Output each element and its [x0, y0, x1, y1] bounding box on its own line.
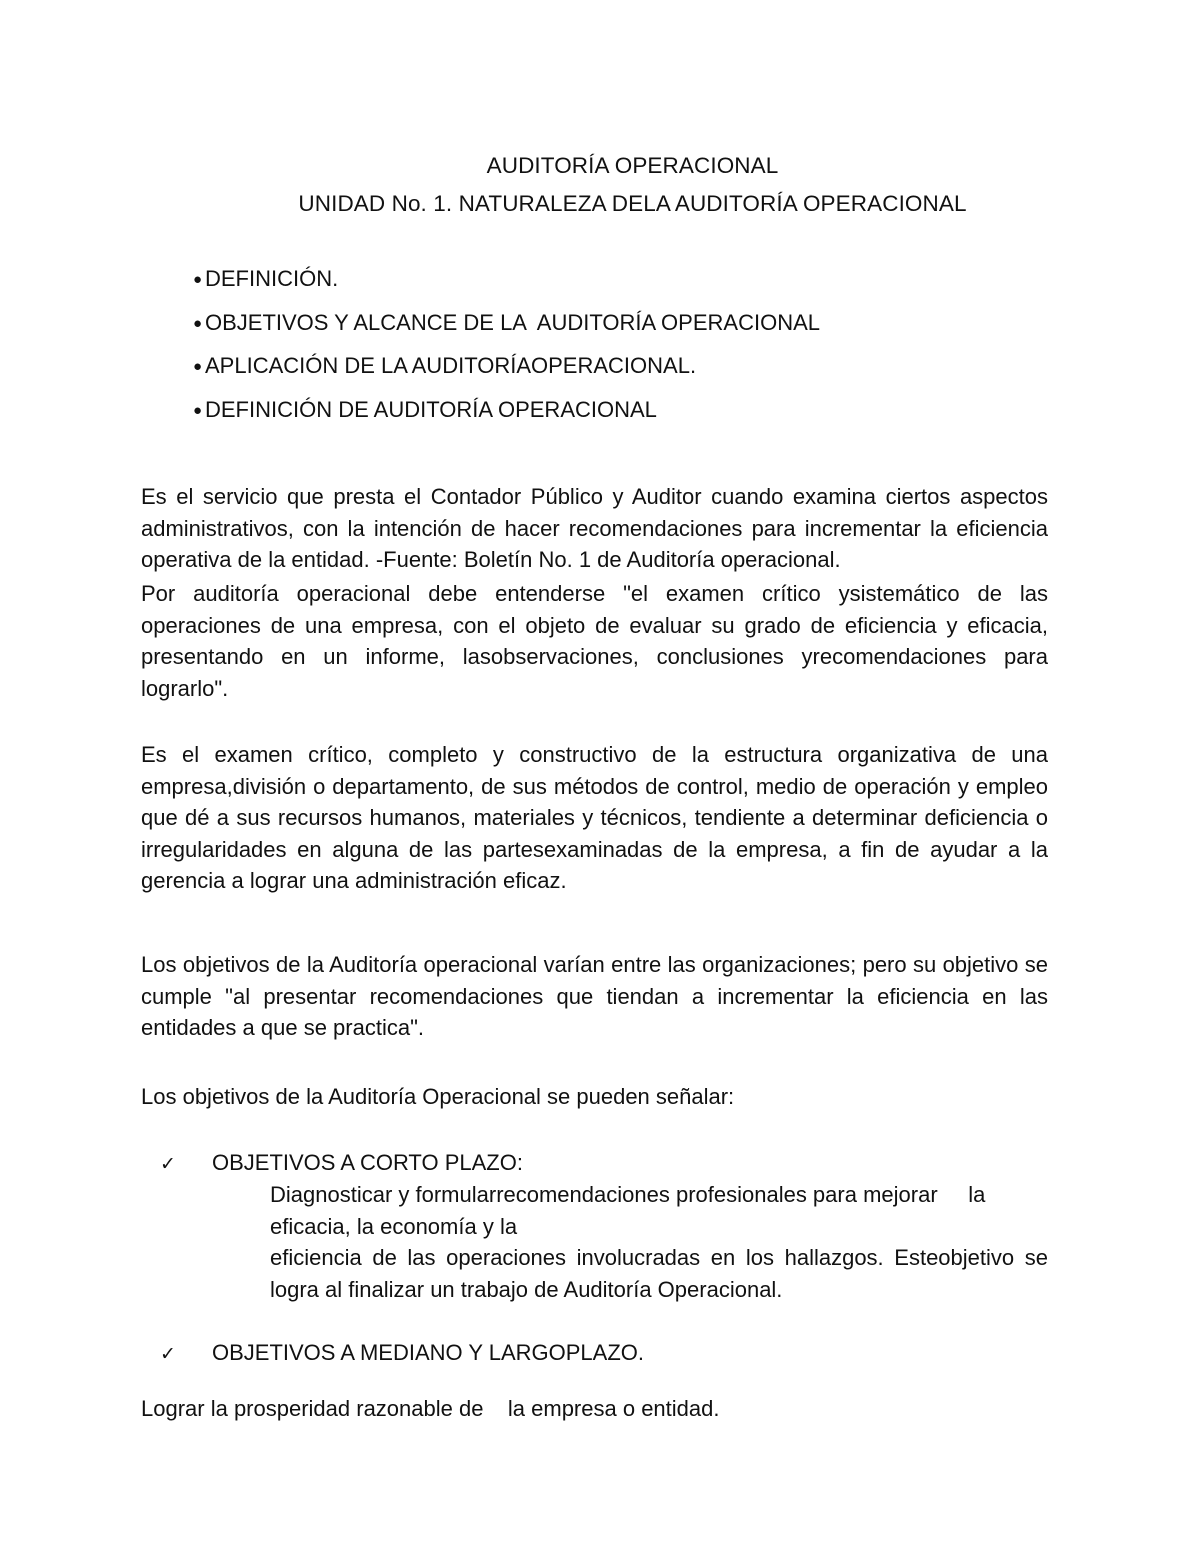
operational-audit-paragraph: Por auditoría operacional debe entenderse "el examen crítico ysistemático de las operaciones de una empresa, con el objeto de evaluar su grado de eficiencia y eficacia, presentando en un informe, lasobservaciones, conclusiones yrecomendaciones para lograrlo". — [141, 581, 1048, 701]
short-term-description: Diagnosticar y formularrecomendaciones profesionales para mejorar la eficacia, la economía y la eficiencia de las operaciones involucradas en los hallazgos. Esteobjetivo se logra al finalizar un trabajo de Auditoría Operacional. — [270, 1182, 1048, 1302]
closing-line: Lograr la prosperidad razonable de la empresa o entidad. — [141, 1396, 720, 1421]
short-term-heading: OBJETIVOS A CORTO PLAZO: — [212, 1150, 523, 1175]
document-title: AUDITORÍA OPERACIONAL — [486, 153, 779, 178]
critical-exam-paragraph: Es el examen crítico, completo y constructivo de la estructura organizativa de una empresa,división o departamento, de sus métodos de control, medio de operación y empleo que dé a sus recursos humanos, materiales y técnicos, tendiente a determinar deficiencia o irregularidades en alguna de las partesexaminadas de la empresa, a fin de ayudar a la gerencia a lograr una administración eficaz. — [141, 742, 1048, 893]
bullet-icon: ● — [193, 314, 203, 332]
list-item: ● APLICACIÓN DE LA AUDITORÍAOPERACIONAL. — [193, 350, 820, 394]
spread-line: eficacia, la economía y la — [270, 1213, 518, 1239]
long-term-heading: OBJETIVOS A MEDIANO Y LARGOPLAZO. — [212, 1340, 644, 1365]
list-item: ● DEFINICIÓN DE AUDITORÍA OPERACIONAL — [193, 394, 820, 438]
checkmark-icon: ✓ — [160, 1154, 176, 1175]
objectives-paragraph: Los objetivos de la Auditoría operacional varían entre las organizaciones; pero su objetivo se cumple "al presentar recomendaciones que tiendan a incrementar la eficiencia en las entidades a que se practica". — [141, 952, 1048, 1040]
bullet-icon: ● — [193, 271, 203, 288]
bullet-icon: ● — [193, 401, 203, 419]
bullet-icon: ● — [193, 358, 203, 375]
list-item: ● OBJETIVOS Y ALCANCE DE LA AUDITORÍA OPERACIONAL — [193, 307, 820, 351]
long-term-objective — [160, 1337, 644, 1371]
checkmark-icon: ✓ — [160, 1344, 176, 1365]
definition-paragraph: Es el servicio que presta el Contador Público y Auditor cuando examina ciertos aspectos administrativos, con la intención de hacer recomendaciones para incrementar la eficiencia operativa de la entidad. -Fuente: Boletín No. 1 de Auditoría operacional. — [141, 484, 1048, 572]
topics-list — [193, 263, 820, 437]
objectives-intro: Los objetivos de la Auditoría Operacional se pueden señalar: — [141, 1084, 735, 1109]
short-term-objective — [160, 1147, 523, 1181]
list-item: ● DEFINICIÓN. — [193, 263, 820, 307]
unit-subtitle: UNIDAD No. 1. NATURALEZA DELA AUDITORÍA OPERACIONAL — [298, 191, 967, 216]
